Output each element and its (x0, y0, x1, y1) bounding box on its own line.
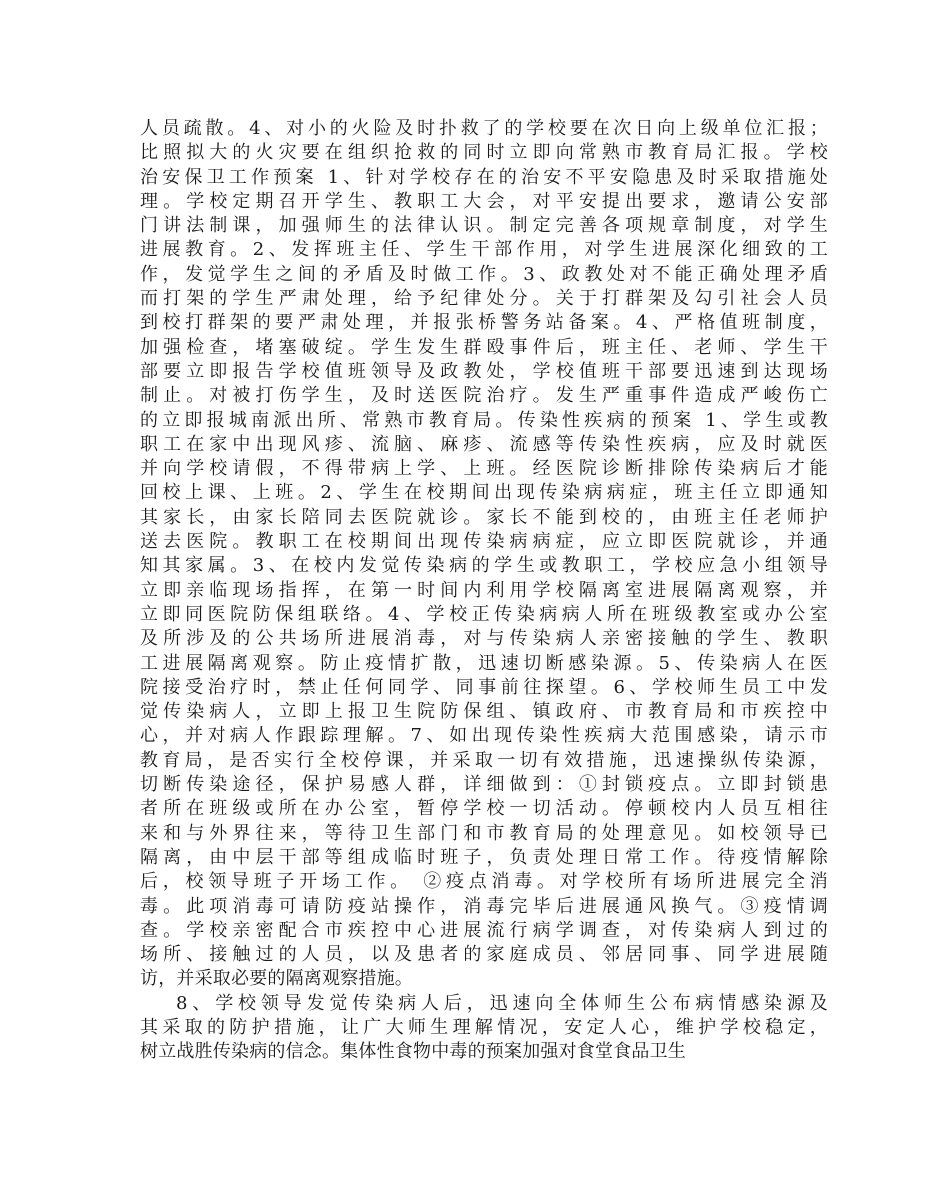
text-line: 者所在班级或所在办公室，暂停学校一切活动。停顿校内人员互相往 (140, 798, 828, 820)
text-line: 心，并对病人作跟踪理解。7、如出现传染性疾病大范围感染，请示市 (140, 725, 828, 747)
text-line: 作，发觉学生之间的矛盾及时做工作。3、政教处对不能正确处理矛盾 (140, 263, 828, 285)
text-line: 其采取的防护措施，让广大师生理解情况，安定人心，维护学校稳定， (140, 1016, 828, 1038)
text-line: 后，校领导班子开场工作。 ②疫点消毒。对学校所有场所进展完全消 (140, 871, 828, 893)
text-line: 立即亲临现场指挥，在第一时间内利用学校隔离室进展隔离观察，并 (140, 579, 828, 601)
text-line: 治安保卫工作预案 1、针对学校存在的治安不平安隐患及时采取措施处 (140, 166, 828, 188)
text-line-paragraph-start: 8、学校领导发觉传染病人后，迅速向全体师生公布病情感染源及 (176, 992, 828, 1014)
text-line: 及所涉及的公共场所进展消毒，对与传染病人亲密接触的学生、教职 (140, 628, 828, 650)
text-line: 院接受治疗时，禁止任何同学、同事前往探望。6、学校师生员工中发 (140, 676, 828, 698)
text-line: 教育局，是否实行全校停课，并采取一切有效措施，迅速操纵传染源， (140, 749, 828, 771)
text-line: 隔离，由中层干部等组成临时班子，负责处理日常工作。待疫情解除 (140, 846, 828, 868)
text-line: 回校上课、上班。2、学生在校期间出现传染病病症，班主任立即通知 (140, 482, 828, 504)
text-line: 人员疏散。4、对小的火险及时扑救了的学校要在次日向上级单位汇报； (140, 118, 828, 139)
body-text (140, 117, 828, 1065)
text-line: 其家长，由家长陪同去医院就诊。家长不能到校的，由班主任老师护 (140, 506, 828, 528)
text-line: 理。学校定期召开学生、教职工大会，对平安提出要求，邀请公安部 (140, 190, 828, 212)
text-line: 的立即报城南派出所、常熟市教育局。传染性疾病的预案 1、学生或教 (140, 409, 828, 431)
text-line: 部要立即报告学校值班领导及政教处，学校值班干部要迅速到达现场 (140, 360, 828, 382)
text-line: 知其家属。3、在校内发觉传染病的学生或教职工，学校应急小组领导 (140, 555, 828, 577)
text-line: 而打架的学生严肃处理，给予纪律处分。关于打群架及勾引社会人员 (140, 288, 828, 310)
text-line: 进展教育。2、发挥班主任、学生干部作用，对学生进展深化细致的工 (140, 239, 828, 261)
text-line: 树立战胜传染病的信念。集体性食物中毒的预案加强对食堂食品卫生 (140, 1041, 686, 1063)
text-line: 门讲法制课，加强师生的法律认识。制定完善各项规章制度，对学生 (140, 215, 828, 237)
text-line: 查。学校亲密配合市疾控中心进展流行病学调查，对传染病人到过的 (140, 919, 828, 941)
text-line: 加强检查，堵塞破绽。学生发生群殴事件后，班主任、老师、学生干 (140, 336, 828, 358)
text-line: 工进展隔离观察。防止疫情扩散，迅速切断感染源。5、传染病人在医 (140, 652, 828, 674)
text-line: 场所、接触过的人员，以及患者的家庭成员、邻居同事、同学进展随 (140, 944, 828, 966)
text-line: 毒。此项消毒可请防疫站操作，消毒完毕后进展通风换气。③疫情调 (140, 895, 828, 917)
text-line: 觉传染病人，立即上报卫生院防保组、镇政府、市教育局和市疾控中 (140, 701, 828, 723)
text-line: 切断传染途径，保护易感人群，详细做到：①封锁疫点。立即封锁患 (140, 774, 828, 796)
text-line-paragraph-end: 访，并采取必要的隔离观察措施。 (140, 968, 413, 990)
text-line: 立即同医院防保组联络。4、学校正传染病病人所在班级教室或办公室 (140, 603, 828, 625)
text-line: 到校打群架的要严肃处理，并报张桥警务站备案。4、严格值班制度， (140, 312, 828, 334)
text-line: 职工在家中出现风疹、流脑、麻疹、流感等传染性疾病，应及时就医 (140, 433, 828, 455)
text-line: 并向学校请假，不得带病上学、上班。经医院诊断排除传染病后才能 (140, 458, 828, 480)
text-line: 来和与外界往来，等待卫生部门和市教育局的处理意见。如校领导已 (140, 822, 828, 844)
text-line: 送去医院。教职工在校期间出现传染病病症，应立即医院就诊，并通 (140, 531, 828, 553)
text-line: 比照拟大的火灾要在组织抢救的同时立即向常熟市教育局汇报。学校 (140, 142, 828, 164)
text-line: 制止。对被打伤学生，及时送医院治疗。发生严重事件造成严峻伤亡 (140, 385, 828, 407)
